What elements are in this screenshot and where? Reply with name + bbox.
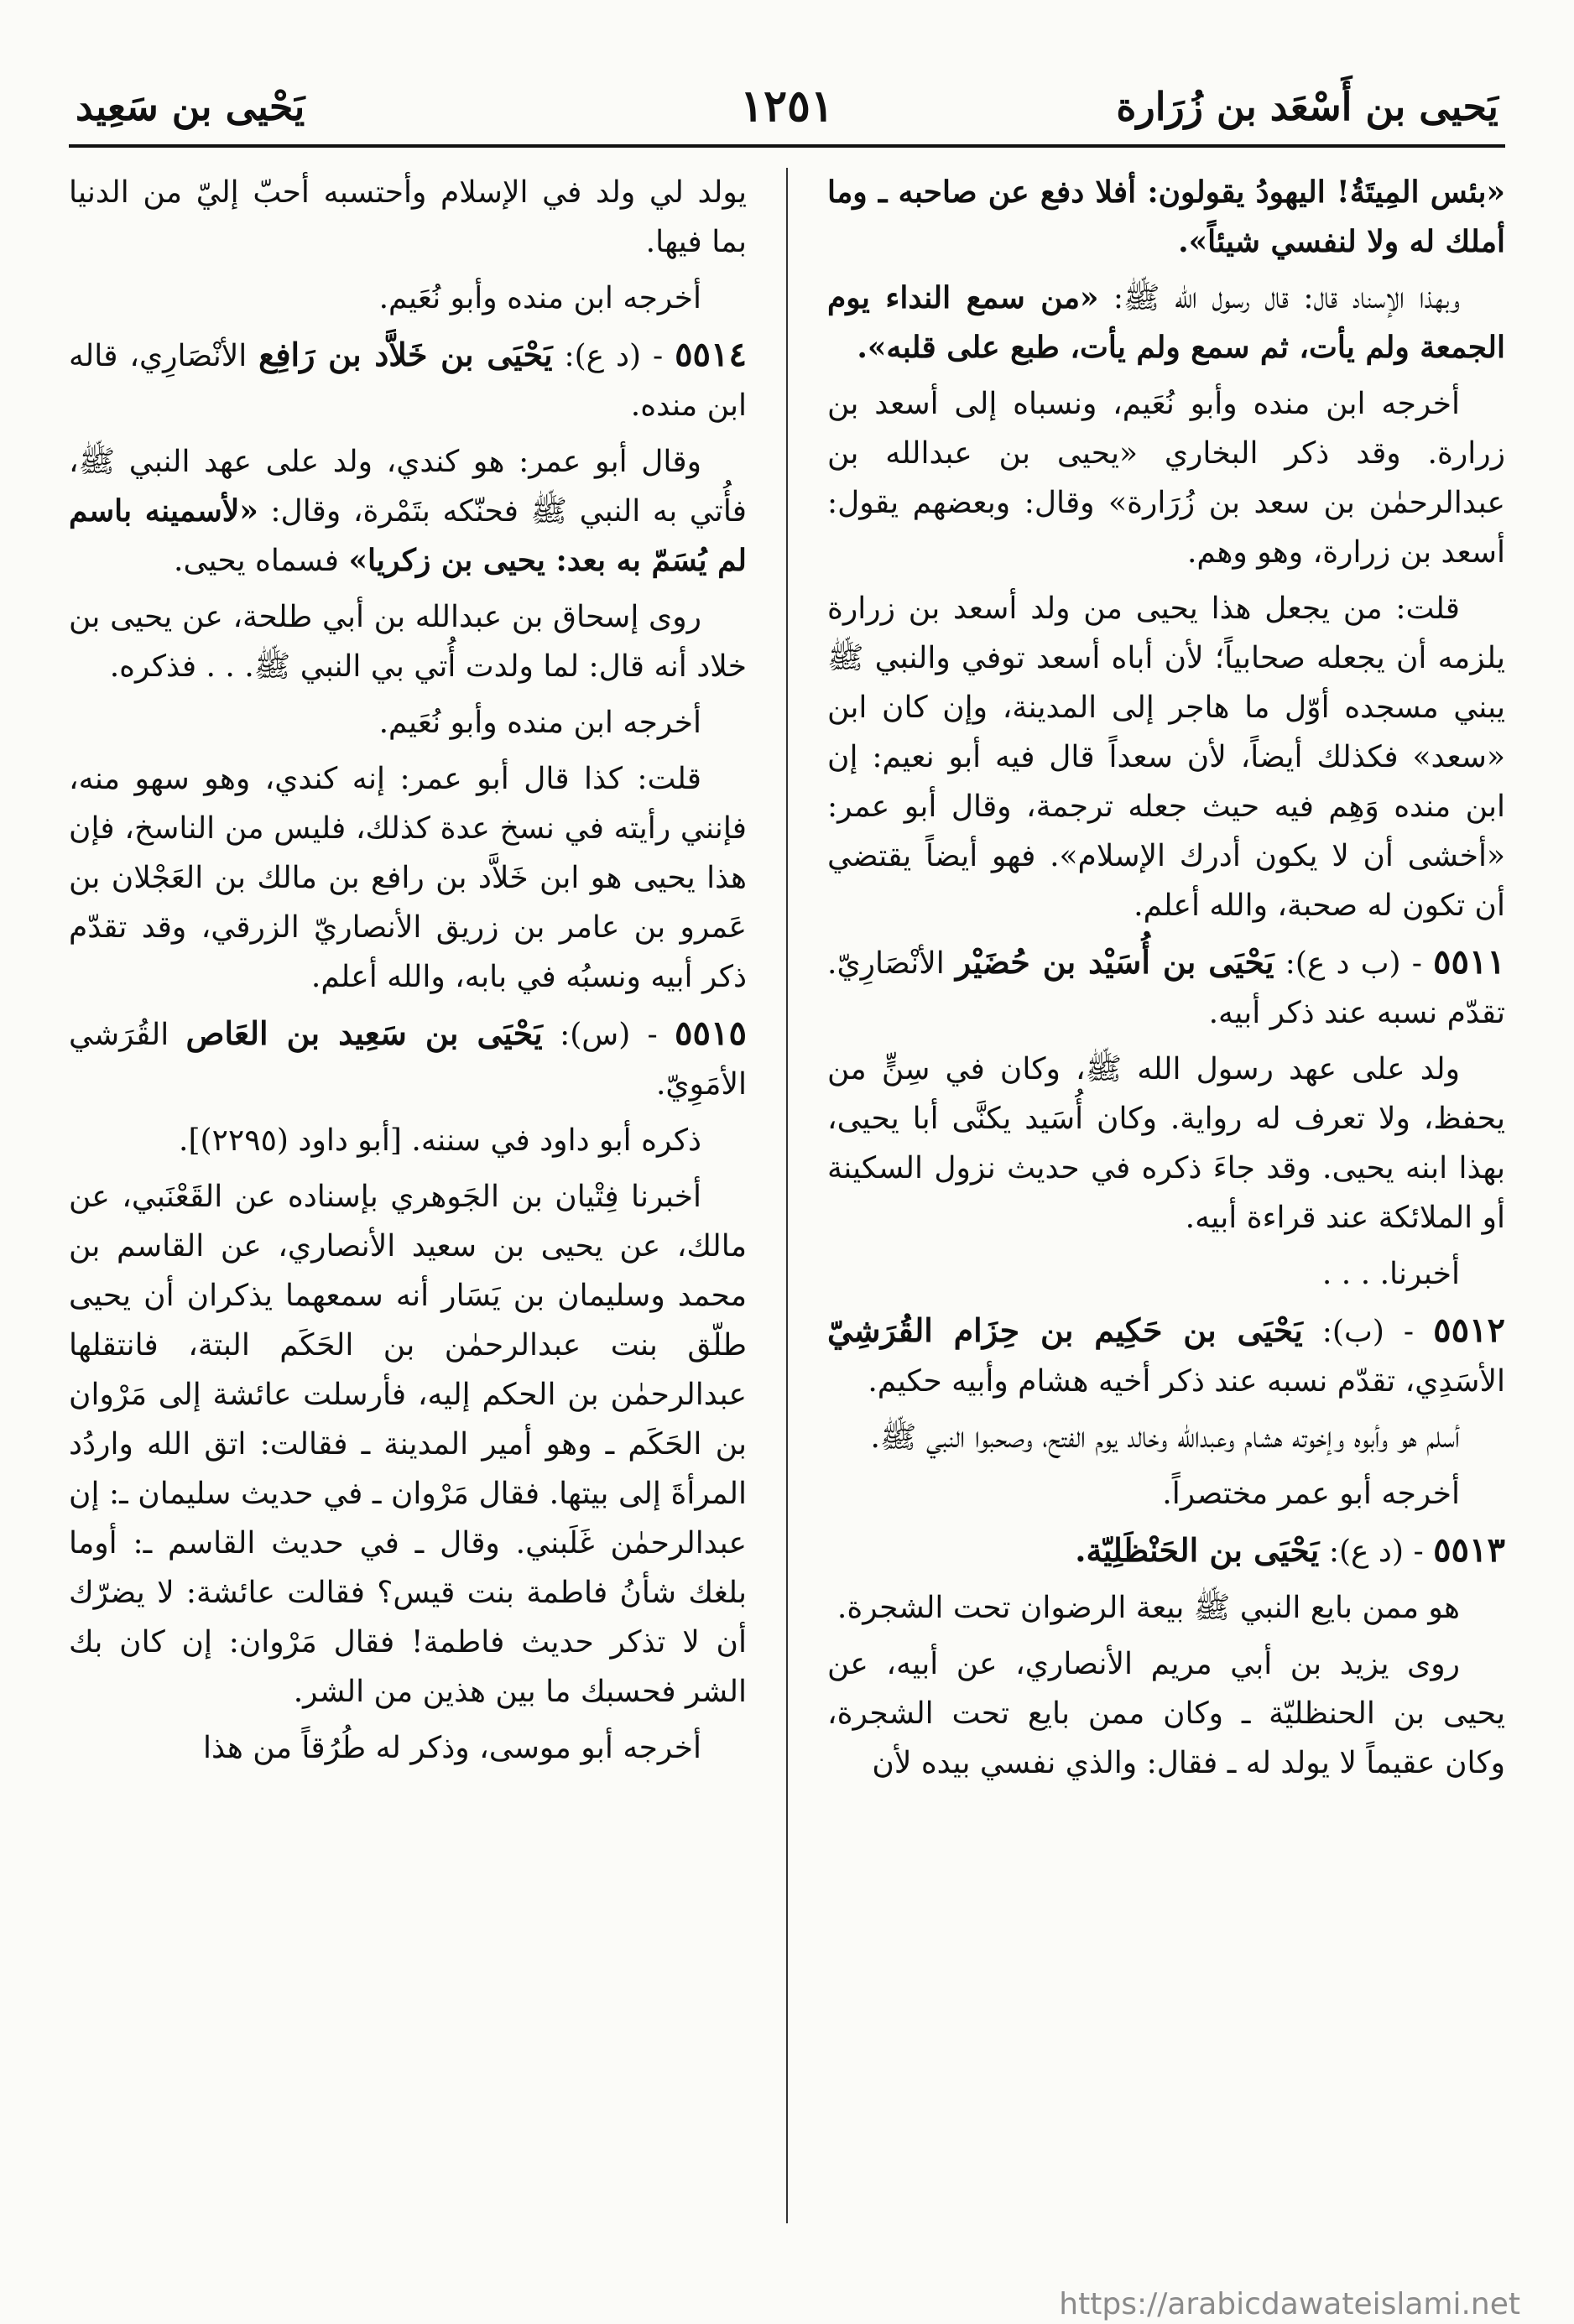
watermark-url: https://arabicdawateislami.net — [1059, 2287, 1520, 2321]
entry-text: الأنْصَارِي، قاله ابن منده. — [69, 339, 747, 423]
paragraph: يولد لي ولد في الإسلام وأحتسبه أحبّ إليّ من الدنيا بما فيها. — [69, 175, 747, 259]
right-column — [827, 168, 1505, 2248]
bold-paragraph: «بئس المِيتَةُ! اليهودُ يقولون: أفلا دفع عن صاحبه ـ وما أملك له ولا لنفسي شيئاً». — [827, 175, 1505, 259]
paragraph: أخبرنا. . . . — [1321, 1257, 1460, 1291]
hadith-quote: «من سمع النداء يوم الجمعة ولم يأت، ثم سمع ولم يأت، طبع على قلبه». — [827, 280, 1505, 365]
biography-entry — [827, 1525, 1505, 1576]
paragraph: أخرجه أبو موسى، وذكر له طُرُقاً من هذا — [202, 1731, 701, 1765]
paragraph — [69, 437, 747, 586]
paragraph: أخبرنا فِتْيان بن الجَوهري بإسناده عن القَعْنَبي، عن مالك، عن يحيى بن سعيد الأنصاري، عن القاسم بن محمد وسليمان بن يَسَار أنه سمعهما يذكران أن يحيى طلّق بنت عبدالرحمٰن بن الحَكَم البتة، فانتقلها عبدالرحمٰن بن الحكم إليه، فأرسلت عائشة إلى مَرْوان بن الحَكَم ـ وهو أمير المدينة ـ فقالت: اتق الله واردُد المرأةَ إلى بيتها. فقال مَرْوان ـ في حديث سليمان ـ: إن عبدالرحمٰن غَلَبني. وقال ـ في حديث القاسم ـ: أوما بلغك شأنُ فاطمة بنت قيس؟ فقالت عائشة: لا يضرّك أن لا تذكر حديث فاطمة! فقال مَرْوان: إن كان بك الشر فحسبك ما بين هذين من الشر. — [69, 1180, 747, 1709]
biography-entry — [827, 937, 1505, 1038]
entry-source-code: - (ب د ع): — [1274, 946, 1434, 981]
biography-entry — [827, 1305, 1505, 1406]
paragraph: أخرجه ابن منده وأبو نُعَيم، ونسباه إلى أسعد بن زرارة. وقد ذكر البخاري «يحيى بن عبدالله بن عبدالرحمٰن بن سعد بن زُرَارة» وقال: وبعضهم يقول: أسعد بن زرارة، وهو وهم. — [827, 387, 1505, 570]
column-divider — [786, 168, 788, 2223]
entry-number: ٥٥١٥ — [675, 1013, 747, 1053]
entry-name: يَحْيَى بن حَكِيم بن حِزَام القُرَشِيّ — [827, 1311, 1303, 1349]
header-rule — [69, 144, 1505, 148]
entry-name: يَحْيَى بن خَلاَّد بن رَافِع — [258, 336, 553, 373]
entry-text: الأسَدِي، تقدّم نسبه عند ذكر أخيه هشام وأبيه حكيم. — [868, 1364, 1505, 1399]
entry-source-code: - (س): — [542, 1018, 675, 1052]
entry-number: ٥٥١١ — [1433, 942, 1505, 982]
entry-name: يَحْيَى بن أُسَيْد بن حُضَيْر — [955, 943, 1274, 981]
paragraph-text: وبهذا الإسناد قال: قال رسول الله ﷺ: — [1098, 281, 1460, 315]
entry-text: القُرَشي الأمَوِيّ. — [69, 1018, 747, 1102]
entry-source-code: - (د ع): — [552, 339, 675, 373]
paragraph: هو ممن بايع النبي ﷺ بيعة الرضوان تحت الشجرة. — [837, 1591, 1460, 1625]
paragraph: روى إسحاق بن عبدالله بن أبي طلحة، عن يحيى بن خلاد أنه قال: لما ولدت أُتي بي النبي ﷺ. . . فذكره. — [69, 600, 747, 684]
biography-entry — [69, 1008, 747, 1109]
entry-number: ٥٥١٤ — [675, 335, 747, 374]
paragraph: ذكره أبو داود في سننه. [أبو داود (٢٢٩٥)]. — [179, 1123, 701, 1158]
entry-name: يَحْيَى بن الحَنْظَلِيّة. — [1075, 1531, 1320, 1569]
entry-number: ٥٥١٢ — [1433, 1311, 1505, 1350]
paragraph-text: وقال أبو عمر: هو كندي، ولد على عهد النبي ﷺ، فأُتي به النبي ﷺ فحنّكه بتَمْرة، وقال: — [69, 445, 747, 529]
paragraph: أسلم هو وأبوه وإخوته هشام وعبدالله وخالد يوم الفتح، وصحبوا النبي ﷺ. — [870, 1420, 1460, 1455]
biography-entry — [69, 330, 747, 430]
paragraph: ولد على عهد رسول الله ﷺ، وكان في سِنٍّ من يحفظ، ولا تعرف له رواية. وكان أُسَيد يكنَّى أبا يحيى، بهذا ابنه يحيى. وقد جاءَ ذكره في حديث نزول السكينة أو الملائكة عند قراءة أبيه. — [827, 1052, 1505, 1235]
page-number: ١٢٥١ — [740, 81, 834, 132]
paragraph — [827, 274, 1505, 373]
hadith-quote: «لأسمينه باسم لم يُسَمّ به بعد: يحيى بن زكريا» — [69, 493, 747, 578]
paragraph: قلت: من يجعل هذا يحيى من ولد أسعد بن زرارة يلزمه أن يجعله صحابياً؛ لأن أباه أسعد توفي والنبي ﷺ يبني مسجده أوّل ما هاجر إلى المدينة، وإن كان ابن «سعد» فكذلك أيضاً، لأن سعداً قال فيه أبو نعيم: إن ابن منده وَهِم فيه حيث جعله ترجمة، وقال أبو عمر: «أخشى أن لا يكون أدرك الإسلام». فهو أيضاً يقتضي أن تكون له صحبة، والله أعلم. — [827, 591, 1505, 923]
running-title-right: يَحيى بن أَسْعَد بن زُرَارة — [1116, 84, 1498, 129]
paragraph: أخرجه ابن منده وأبو نُعَيم. — [378, 281, 701, 315]
entry-name: يَحْيَى بن سَعِيد بن العَاص — [185, 1014, 543, 1052]
page-header — [69, 77, 1505, 144]
entry-source-code: - (ب): — [1302, 1315, 1434, 1349]
paragraph: روى يزيد بن أبي مريم الأنصاري، عن أبيه، عن يحيى بن الحنظليّة ـ وكان ممن بايع تحت الشجرة، وكان عقيماً لا يولد له ـ فقال: والذي نفسي بيده لأن — [827, 1647, 1505, 1780]
entry-number: ٥٥١٣ — [1433, 1530, 1505, 1570]
running-title-left: يَحْيى بن سَعِيد — [76, 84, 305, 129]
paragraph: أخرجه ابن منده وأبو نُعَيم. — [378, 706, 701, 740]
paragraph-text: فسماه يحيى. — [174, 544, 349, 578]
left-column — [69, 168, 747, 2248]
paragraph: قلت: كذا قال أبو عمر: إنه كندي، وهو سهو منه، فإنني رأيته في نسخ عدة كذلك، فليس من الناسخ، فإن هذا يحيى هو ابن خَلاَّد بن رافع بن مالك بن العَجْلان بن عَمرو بن عامر بن زريق الأنصاريّ الزرقي، وقد تقدّم ذكر أبيه ونسبُه في بابه، والله أعلم. — [69, 762, 747, 994]
entry-text: الأنْصَارِيّ. تقدّم نسبه عند ذكر أبيه. — [827, 946, 1505, 1030]
paragraph: أخرجه أبو عمر مختصراً. — [1162, 1477, 1460, 1511]
entry-source-code: - (د ع): — [1319, 1535, 1434, 1569]
